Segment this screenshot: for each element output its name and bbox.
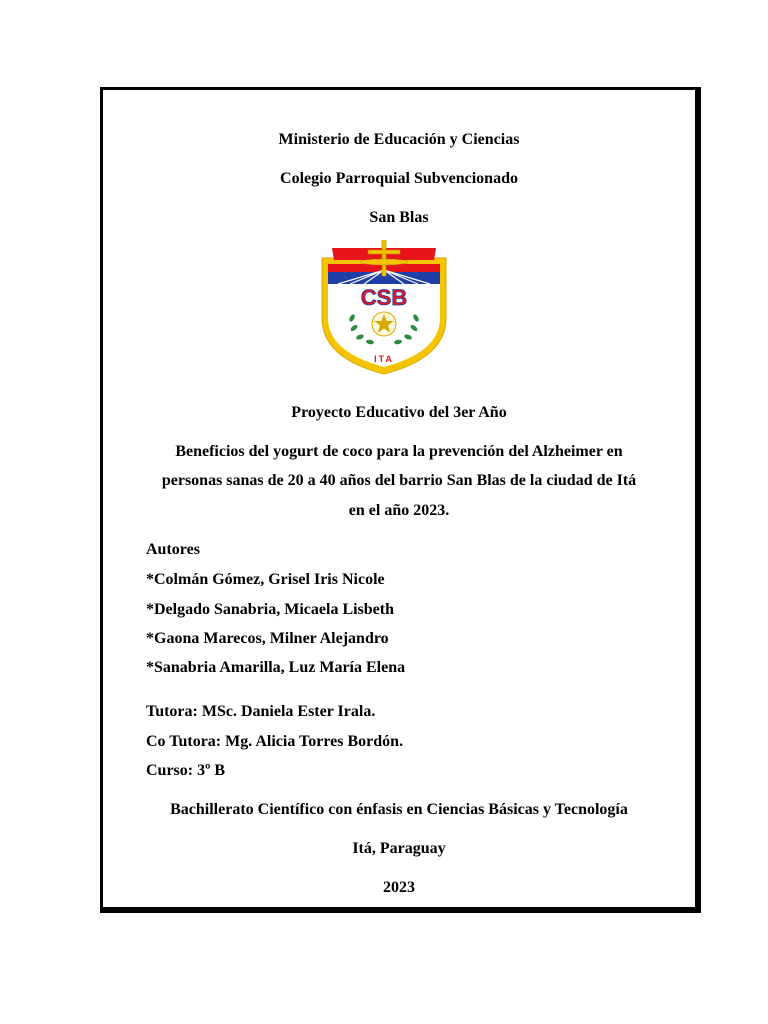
project-label: Proyecto Educativo del 3er Año <box>291 404 507 421</box>
tutor-line: Tutora: MSc. Daniela Ester Irala. <box>146 703 376 720</box>
crest-city: ITA <box>374 354 394 364</box>
border-shadow-right <box>698 87 701 913</box>
location: Itá, Paraguay <box>352 840 446 857</box>
school-place: San Blas <box>369 209 429 226</box>
border-shadow-bottom <box>100 910 701 913</box>
author-2: *Delgado Sanabria, Micaela Lisbeth <box>146 601 395 618</box>
ministry-title: Ministerio de Educación y Ciencias <box>278 131 520 148</box>
authors-heading: Autores <box>146 541 200 558</box>
author-3: *Gaona Marecos, Milner Alejandro <box>146 630 389 647</box>
co-tutor-line: Co Tutora: Mg. Alicia Torres Bordón. <box>146 733 404 750</box>
author-4: *Sanabria Amarilla, Luz María Elena <box>146 659 406 676</box>
program-name: Bachillerato Científico con énfasis en Ciencias Básicas y Tecnología <box>170 801 628 818</box>
course-line: Curso: 3º B <box>146 762 226 779</box>
project-title-line-3: en el año 2023. <box>348 502 450 519</box>
project-title-line-2: personas sanas de 20 a 40 años del barrio San Blas de la ciudad de Itá <box>161 472 637 489</box>
author-1: *Colmán Gómez, Grisel Iris Nicole <box>146 571 385 588</box>
crest-letters: CSB <box>360 285 408 310</box>
year: 2023 <box>383 879 415 896</box>
school-name: Colegio Parroquial Subvencionado <box>280 170 518 187</box>
project-title-line-1: Beneficios del yogurt de coco para la prevención del Alzheimer en <box>175 443 623 460</box>
school-crest-logo <box>318 240 450 376</box>
